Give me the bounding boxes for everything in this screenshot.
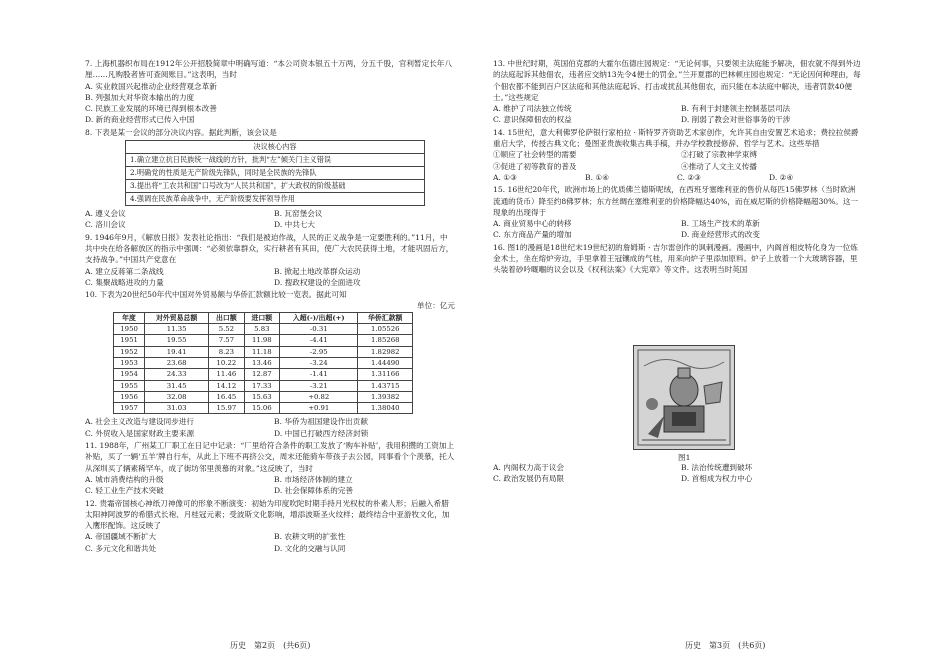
option[interactable]: A. ①③ — [493, 172, 517, 182]
table-cell: 1.确立建立抗日民族统一战线的方针，批判“左”倾关门主义错误 — [126, 154, 425, 167]
table-cell: 31.03 — [145, 403, 209, 414]
table-cell: -4.41 — [280, 335, 358, 346]
option[interactable]: A. 维护了司法独立传统 — [493, 104, 572, 114]
table-cell: 1953 — [114, 357, 145, 368]
table-cell: 16.45 — [209, 391, 244, 402]
table-unit: 单位：亿元 — [417, 301, 455, 311]
table-cell: 31.45 — [145, 380, 209, 391]
table-cell: 2.明确党的性质是无产阶级先锋队，同时是全民族的先锋队 — [126, 167, 425, 180]
right-column — [493, 58, 861, 277]
table-cell: 1.43715 — [358, 380, 413, 391]
table-cell: 15.06 — [244, 403, 279, 414]
table-cell: 24.33 — [145, 369, 209, 380]
column-header: 入超(-)/出超(+) — [280, 312, 358, 323]
option[interactable]: A. 内阁权力高于议会 — [493, 463, 565, 472]
table-row — [114, 391, 413, 402]
option[interactable]: A. 社会主义改造与建设同步进行 — [85, 417, 195, 427]
table-cell: 1.85268 — [358, 335, 413, 346]
page-footer: 历史 第3页 (共6页) — [685, 641, 766, 650]
table-row — [114, 346, 413, 357]
page-footer: 历史 第2页 (共6页) — [230, 641, 311, 650]
question-8 — [85, 127, 455, 231]
option[interactable]: D. ②④ — [769, 172, 794, 182]
table-cell: 1956 — [114, 391, 145, 402]
trade-table — [113, 312, 413, 415]
option[interactable]: B. 工场生产技术的革新 — [681, 219, 760, 229]
table-cell: -0.31 — [280, 324, 358, 335]
table-row — [114, 369, 413, 380]
column-header: 出口额 — [209, 312, 244, 323]
question-10 — [85, 289, 455, 439]
statement-item: ②打破了宗教神学束缚 — [681, 150, 757, 160]
table-cell: 15.63 — [244, 391, 279, 402]
table-cell: 13.46 — [244, 357, 279, 368]
question-stem: 8. 下表是某一会议的部分决议内容。据此判断，该会议是 — [85, 127, 277, 137]
table-cell: 1950 — [114, 324, 145, 335]
table-cell: 8.23 — [209, 346, 244, 357]
table-row — [114, 403, 413, 414]
question-stem: 13. 中世纪时期，英国伯克郡的大霍尔伍德庄园规定：“无论何事，只要领主法庭能予解决，佃农就不得到外边的法庭起诉其他佃农，违者应交纳13先令4便士的罚金。”兰开夏郡的巴林顿庄园也规定：“无论因何种理由，每个佃农都不能到百户区法庭和其他法庭起诉、打击或扰乱其他佃农，而只能在本法庭中解决，违者罚款40便士。”这些规定 — [493, 59, 861, 102]
option[interactable]: C. 东方商品产量的增加 — [493, 230, 572, 240]
option[interactable]: C. 多元文化和谐共处 — [85, 543, 157, 553]
table-cell: 14.12 — [209, 380, 244, 391]
table-cell: 5.52 — [209, 324, 244, 335]
option[interactable]: D. 社会保障体系的完善 — [274, 486, 353, 496]
option[interactable]: D. 文化的交融与认同 — [274, 543, 346, 553]
table-cell: +0.82 — [280, 391, 358, 402]
statement-item: ④推动了人文主义传播 — [681, 161, 757, 171]
option[interactable]: C. 集聚战略进攻的力量 — [85, 277, 164, 287]
option[interactable]: D. 中共七大 — [274, 220, 316, 230]
question-stem: 11. 1988年，广州某工厂职工在日记中记录：“厂里给符合条件的职工发放了‘购车补贴’，我用积攒的工资加上补贴，买了一辆‘五羊’牌自行车，从此上下班不再挤公交，周末还能骑车带孩子去公园，同事看个个羡慕，托人从深圳买了辆素稀罕车，成了街坊邻里羡慕的对象。”这反映了，当时 — [85, 441, 455, 473]
option[interactable]: B. 农耕文明的扩张性 — [274, 532, 346, 542]
left-column — [85, 58, 455, 555]
table-row — [114, 324, 413, 335]
option[interactable]: C. ②③ — [677, 172, 701, 182]
question-stem: 14. 15世纪，意大利佛罗伦萨银行家柏拉 · 斯特罗齐资助艺术家创作，允许其自由安置艺术追求；费拉拉侯爵重启大学，传授古典文化；曼图亚贵族收集古典手稿，并办学校教授修辞、哲学与艺术。这些举措 — [493, 127, 859, 149]
table-cell: 17.33 — [244, 380, 279, 391]
table-cell: 1.44490 — [358, 357, 413, 368]
option[interactable]: A. 建立反蒋第二条战线 — [85, 266, 164, 276]
table-cell: 1954 — [114, 369, 145, 380]
option[interactable]: B. 市场经济体制的建立 — [274, 474, 353, 484]
column-header: 年度 — [114, 312, 145, 323]
option[interactable]: B. 瓦窑堡会议 — [274, 209, 323, 219]
option[interactable]: A. 城市消费结构的升级 — [85, 474, 164, 484]
table-row — [114, 380, 413, 391]
option[interactable]: A. 商业贸易中心的转移 — [493, 219, 572, 229]
cartoon-figure — [633, 345, 735, 450]
table-header: 决议核心内容 — [126, 141, 425, 154]
question-9 — [85, 232, 455, 288]
option[interactable]: D. 新的商业经营形式已传入中国 — [85, 115, 195, 125]
question-stem: 12. 贵霜帝国核心神纸刀神像可的形象不断演变：初始为印度吹陀时期手持月光权杖的朴素人形；后融入希腊太阳神阿波罗的希腊式长袍、月桂冠元素；受波斯文化影响，增添波斯圣火纹样；最终结合中亚游牧文化，加入鹰形配饰。这反映了 — [85, 498, 450, 531]
table-cell: -1.41 — [280, 369, 358, 380]
table-cell: 4.强调在民族革命战争中，无产阶级要发挥领导作用 — [126, 193, 425, 206]
table-cell: 1.05526 — [358, 324, 413, 335]
table-cell: 19.41 — [145, 346, 209, 357]
option[interactable]: A. 帝国疆域不断扩大 — [85, 532, 157, 542]
table-cell: +0.91 — [280, 403, 358, 414]
column-header: 对外贸易总额 — [145, 312, 209, 323]
table-cell: 1952 — [114, 346, 145, 357]
statement-item: ①顺应了社会转型的需要 — [493, 150, 577, 160]
page-right — [475, 0, 950, 672]
table-cell: 1951 — [114, 335, 145, 346]
question-16 — [493, 242, 861, 276]
option[interactable]: B. 华侨为祖国建设作出贡献 — [274, 417, 368, 427]
figure-caption: 图1 — [678, 453, 691, 462]
table-cell: 12.87 — [244, 369, 279, 380]
option[interactable]: B. 法治传统遭到破坏 — [681, 463, 753, 472]
option[interactable]: A. 遵义会议 — [85, 209, 126, 219]
option[interactable]: B. 列强加大对华资本输出的力度 — [85, 92, 195, 102]
option[interactable]: C. 轻工业生产技术突破 — [85, 486, 164, 496]
table-cell: 11.98 — [244, 335, 279, 346]
table-cell: 5.83 — [244, 324, 279, 335]
option[interactable]: D. 削弱了教会对世俗事务的干涉 — [681, 115, 791, 125]
question-11 — [85, 440, 455, 496]
question-14 — [493, 127, 861, 183]
table-row — [114, 335, 413, 346]
table-cell: 32.08 — [145, 391, 209, 402]
option[interactable]: C. 外贸收入是国家财政主要来源 — [85, 428, 195, 438]
table-cell: 3.提出将“工农共和国”口号改为“人民共和国”，扩大政权的阶级基础 — [126, 180, 425, 193]
table-cell: 1957 — [114, 403, 145, 414]
table-row — [114, 357, 413, 368]
table-cell: 15.97 — [209, 403, 244, 414]
question-stem: 10. 下表为20世纪50年代中国对外贸易额与华侨汇款额比较一览表。据此可知 — [85, 290, 347, 300]
question-stem: 9. 1946年9月，《解放日报》发表社论指出：“我们是被迫作战，人民的正义战争是一定要胜利的。”11月，中共中央在给各解放区的指示中强调：“必须依靠群众，实行耕者有其田，使广大农民获得土地，才能巩固后方，支持战争。”中国共产党意在 — [85, 232, 454, 265]
table-cell: 1.39382 — [358, 391, 413, 402]
option[interactable]: B. ①④ — [585, 172, 610, 182]
table-cell: 11.35 — [145, 324, 209, 335]
question-stem: 7. 上海机器织布局在1912年公开招股简章中明确写道：“本公司资本银五十万两，分五千股，官利暂定长年八厘……凡购股者皆可查阅账目。”这表明，当时 — [85, 59, 452, 80]
question-12 — [85, 498, 455, 554]
option[interactable]: D. 商业经营形式的改变 — [681, 230, 760, 240]
question-stem: 15. 16世纪20年代，欧洲市场上的优质佛兰德斯呢绒，在西班牙塞维利亚的售价从每匹15佛罗林（当时欧洲流通的货币）降至约8佛罗林；东方丝绸在塞维利亚的价格降幅达40%，而在威尼斯的价格降幅超30%。这一现象的出现得于 — [493, 185, 859, 217]
option[interactable]: C. 政治发展仍有局限 — [493, 474, 565, 484]
table-cell: -3.24 — [280, 357, 358, 368]
question-7 — [85, 58, 455, 126]
option[interactable]: A. 实业救国兴起推动企业经营观念革新 — [85, 81, 217, 91]
cartoon-illustration — [634, 346, 734, 449]
option[interactable]: D. 首相成为权力中心 — [681, 474, 753, 484]
table-cell: 11.18 — [244, 346, 279, 357]
option[interactable]: B. 有利于封建领主控制基层司法 — [681, 104, 791, 114]
table-cell: 10.22 — [209, 357, 244, 368]
table-cell: 7.57 — [209, 335, 244, 346]
table-cell: 11.46 — [209, 369, 244, 380]
column-header: 进口额 — [244, 312, 279, 323]
option[interactable]: C. 民族工业发展的环境已得到根本改善 — [85, 104, 217, 114]
table-cell: 1.38040 — [358, 403, 413, 414]
question-15 — [493, 184, 861, 240]
question-13 — [493, 58, 861, 126]
column-header: 华侨汇款额 — [358, 312, 413, 323]
table-cell: -3.21 — [280, 380, 358, 391]
table-cell: 1955 — [114, 380, 145, 391]
question-16-options — [493, 462, 861, 485]
option[interactable]: B. 掀起土地改革群众运动 — [274, 266, 361, 276]
table-cell: 1.31166 — [358, 369, 413, 380]
option[interactable]: C. 洛川会议 — [85, 220, 126, 230]
option[interactable]: C. 意识保障佃农的权益 — [493, 115, 572, 125]
option[interactable]: D. 搜政权建设的全面进攻 — [274, 277, 361, 287]
option[interactable]: D. 中国已打破西方经济封锁 — [274, 428, 369, 438]
table-cell: 23.68 — [145, 357, 209, 368]
question-stem: 16. 图1的漫画是18世纪末19世纪初的詹姆斯 · 吉尔雷创作的讽刺漫画。漫画中，内阁首相皮特化身为一位炼金术士，坐在熔炉旁边，手里拿着王冠镶成的气桂，用来向炉子里添加原料。炉子上放着一个大玻璃容器，里头装着砂吟嘅嗰的议会以及《权利法案》《大宪章》等文件。这表明当时英国 — [493, 242, 858, 275]
table-cell: 1.82982 — [358, 346, 413, 357]
table-cell: -2.95 — [280, 346, 358, 357]
statement-item: ③促进了初等教育的普及 — [493, 161, 577, 171]
table-cell: 19.55 — [145, 335, 209, 346]
resolution-table — [125, 140, 425, 206]
